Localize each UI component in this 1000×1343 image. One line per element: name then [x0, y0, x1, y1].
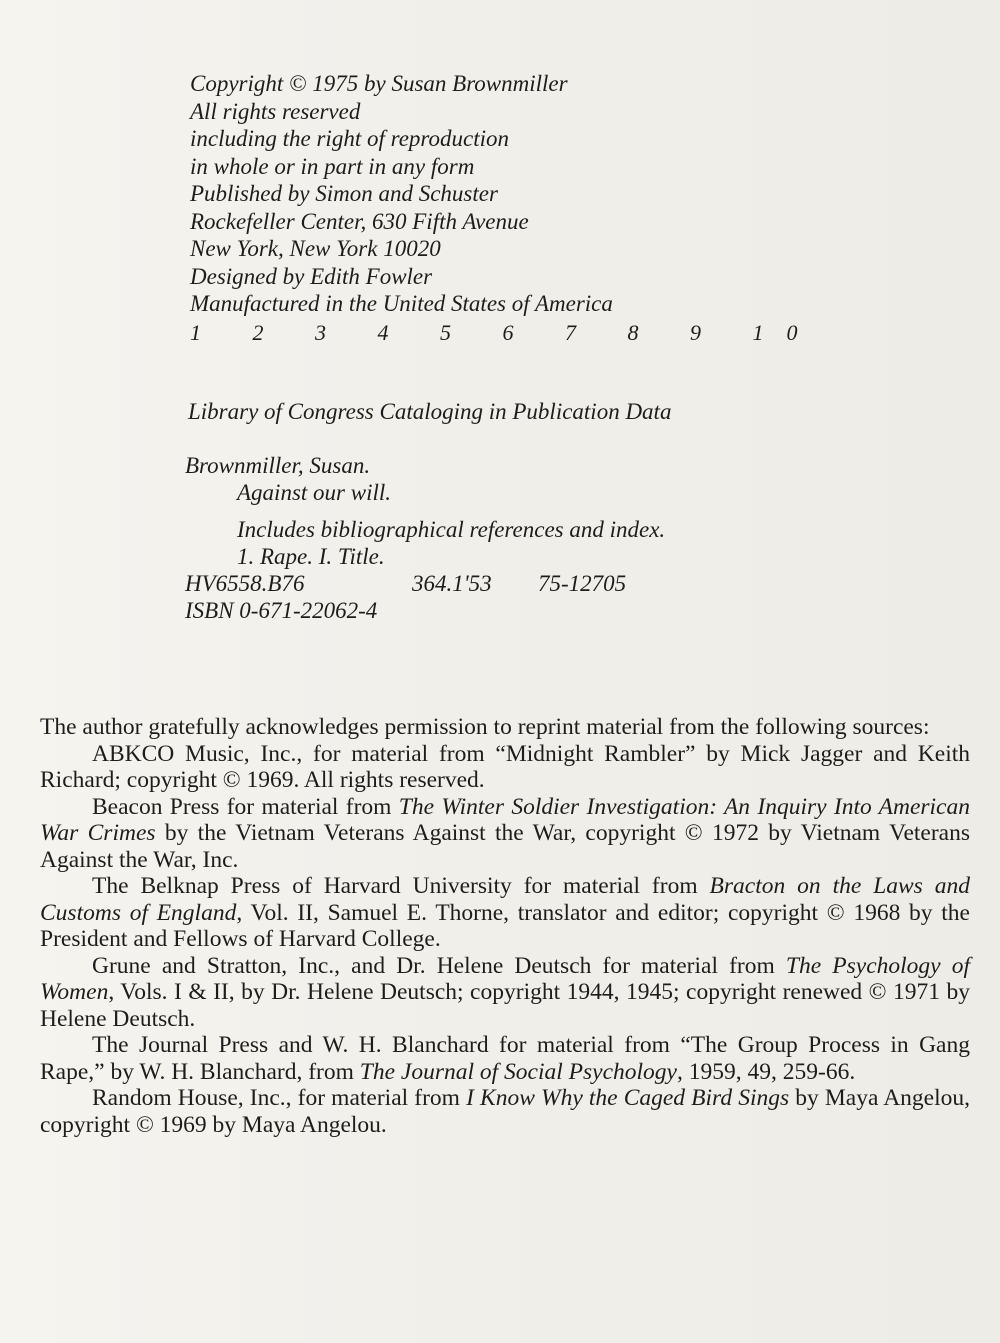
- ack-text: , 1959, 49, 259-66.: [677, 1058, 856, 1085]
- ack-entry-journal-press: [40, 1032, 970, 1085]
- copyright-line: Copyright © 1975 by Susan Brownmiller: [190, 71, 568, 96]
- cip-record: [185, 452, 665, 624]
- cip-dewey: 364.1'53: [412, 571, 492, 596]
- cip-call-number: HV6558.B76: [185, 571, 305, 596]
- ack-work-title: The Winter Soldier Investigation: An Inquiry Into American War Crimes: [40, 793, 970, 846]
- rights-line: All rights reserved: [190, 98, 361, 124]
- copyright-notice: [190, 70, 613, 318]
- ack-text: The Belknap Press of Harvard University for material from: [92, 873, 710, 899]
- ack-entry-belknap: [40, 873, 970, 953]
- acknowledgments: [40, 714, 970, 1138]
- ack-entry-abkco: [40, 741, 970, 794]
- city-line: New York, New York 10020: [190, 236, 441, 261]
- cip-lccn: 75-12705: [538, 571, 627, 596]
- ack-work-title: The Psychology of Women: [40, 952, 970, 1005]
- cip-subjects: 1. Rape. I. Title.: [237, 544, 385, 569]
- ack-text: The Journal Press and W. H. Blanchard for material from “The Group Process in Gang Rape,” by W. H. Blanchard, from: [40, 1032, 970, 1085]
- form-line: in whole or in part in any form: [190, 153, 475, 179]
- manufactured-line: Manufactured in the United States of America: [190, 291, 613, 316]
- ack-text: ABKCO Music, Inc., for material from “Midnight Rambler” by Mick Jagger and Keith Richard; copyright © 1969. All rights reserved.: [40, 740, 970, 793]
- ack-text: , Vols. I & II, by Dr. Helene Deutsch; copyright 1944, 1945; copyright renewed © 1971 by Helene Deutsch.: [40, 979, 970, 1032]
- publisher-line: Published by Simon and Schuster: [190, 181, 498, 206]
- designer-line: Designed by Edith Fowler: [190, 263, 433, 289]
- ack-work-title: The Journal of Social Psychology: [359, 1058, 677, 1085]
- ack-text: by the Vietnam Veterans Against the War, copyright © 1972 by Vietnam Veterans Against the War, Inc.: [40, 820, 970, 873]
- ack-text: Random House, Inc., for material from: [92, 1085, 467, 1111]
- cip-note: Includes bibliographical references and index.: [237, 517, 666, 542]
- cip-author: Brownmiller, Susan.: [185, 453, 371, 478]
- ack-text: by Maya Angelou, copyright © 1969 by Maya Angelou.: [40, 1085, 971, 1138]
- cip-classification-row: [185, 570, 665, 597]
- printing-numbers: 1 2 3 4 5 6 7 8 9 10: [190, 320, 821, 345]
- show-through-title: [620, 0, 740, 99]
- ack-text: , Vol. II, Samuel E. Thorne, translator and editor; copyright © 1968 by the President and Fellows of Harvard College.: [40, 899, 970, 952]
- cip-heading: Library of Congress Cataloging in Publication Data: [188, 399, 672, 424]
- ack-text: Beacon Press for material from: [92, 793, 399, 820]
- ack-text: Grune and Stratton, Inc., and Dr. Helene Deutsch for material from: [92, 952, 786, 979]
- ack-entry-beacon: [40, 794, 970, 874]
- cip-title: Against our will.: [237, 480, 391, 505]
- cip-isbn: ISBN 0-671-22062-4: [185, 598, 378, 623]
- address-line: Rockefeller Center, 630 Fifth Avenue: [190, 208, 529, 234]
- ack-work-title: Bracton on the Laws and Customs of England: [40, 873, 970, 926]
- reproduction-line: including the right of reproduction: [190, 126, 509, 151]
- ack-entry-random-house: [40, 1085, 970, 1138]
- ack-entry-grune: [40, 953, 970, 1033]
- ack-work-title: I Know Why the Caged Bird Sings: [466, 1085, 790, 1111]
- acknowledgments-intro: The author gratefully acknowledges permission to reprint material from the following sources:: [40, 714, 930, 740]
